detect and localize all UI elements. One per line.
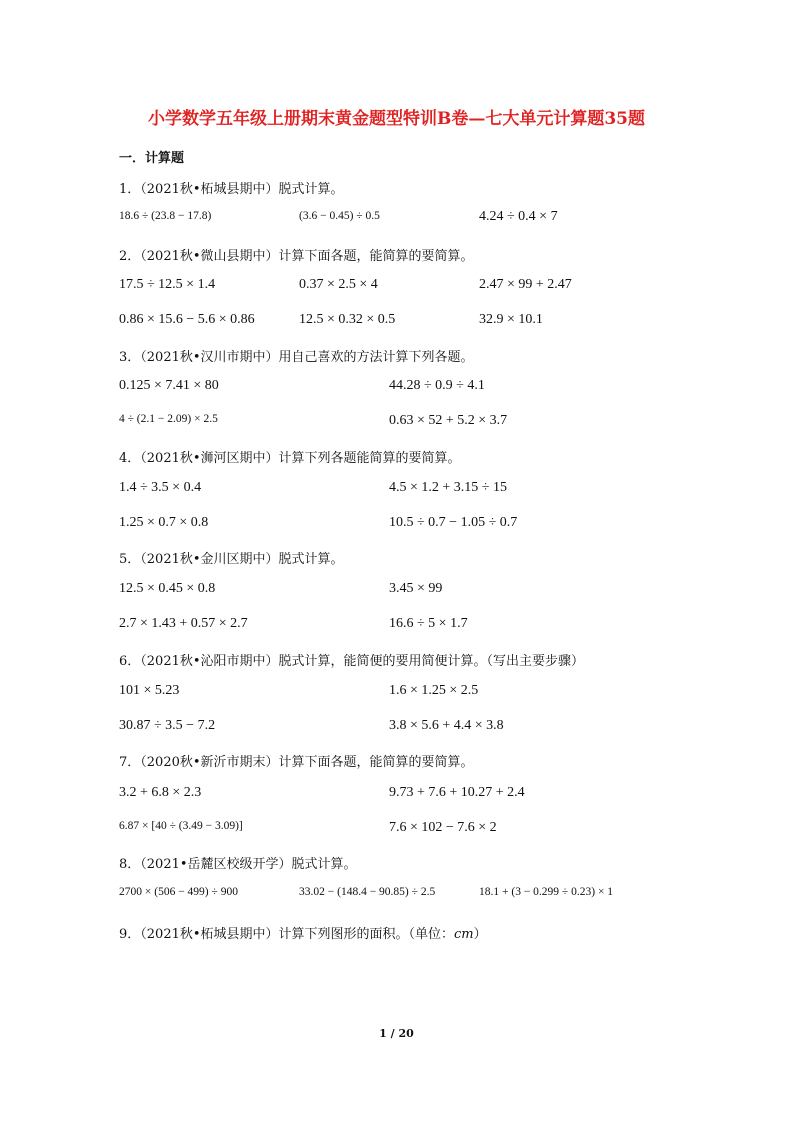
q3-expr-1: 0.125 × 7.41 × 80 — [119, 378, 219, 393]
question-9-unit: cm — [454, 927, 474, 942]
q7-expr-3: 6.87 × [40 ÷ (3.49 − 3.09)] — [119, 820, 243, 832]
question-4-label: 4．（2021秋•浉河区期中）计算下列各题能简算的要简算。 — [119, 451, 461, 466]
question-5-label: 5．（2021秋•金川区期中）脱式计算。 — [119, 552, 344, 567]
question-7-label: 7．（2020秋•新沂市期末）计算下面各题，能简算的要简算。 — [119, 755, 474, 770]
q6-expr-4: 3.8 × 5.6 + 4.4 × 3.8 — [389, 718, 504, 733]
q1-expr-1: 18.6 ÷ (23.8 − 17.8) — [119, 210, 212, 222]
q1-expr-3: 4.24 ÷ 0.4 × 7 — [479, 209, 558, 224]
q6-expr-2: 1.6 × 1.25 × 2.5 — [389, 683, 479, 698]
question-2-label: 2．（2021秋•微山县期中）计算下面各题，能简算的要简算。 — [119, 249, 474, 264]
question-6-label: 6．（2021秋•沁阳市期中）脱式计算，能简便的要用简便计算。（写出主要步骤） — [119, 654, 585, 669]
q8-expr-1: 2700 × (506 − 499) ÷ 900 — [119, 886, 238, 898]
q2-expr-4: 0.86 × 15.6 − 5.6 × 0.86 — [119, 312, 255, 327]
q8-expr-3: 18.1 + (3 − 0.299 ÷ 0.23) × 1 — [479, 886, 614, 898]
question-9-close: ） — [473, 927, 487, 942]
q3-expr-3: 4 ÷ (2.1 − 2.09) × 2.5 — [119, 413, 218, 425]
q4-expr-3: 1.25 × 0.7 × 0.8 — [119, 515, 209, 530]
q1-expr-2: (3.6 − 0.45) ÷ 0.5 — [299, 210, 380, 222]
q8-expr-2: 33.02 − (148.4 − 90.85) ÷ 2.5 — [299, 886, 436, 898]
q7-expr-4: 7.6 × 102 − 7.6 × 2 — [389, 820, 497, 835]
q2-expr-6: 32.9 × 10.1 — [479, 312, 543, 327]
page-title: 小学数学五年级上册期末黄金题型特训B卷—七大单元计算题35题 — [147, 109, 646, 129]
q2-expr-2: 0.37 × 2.5 × 4 — [299, 277, 378, 292]
question-3-label: 3．（2021秋•汉川市期中）用自己喜欢的方法计算下列各题。 — [119, 350, 474, 365]
q2-expr-5: 12.5 × 0.32 × 0.5 — [299, 312, 396, 327]
q5-expr-4: 16.6 ÷ 5 × 1.7 — [389, 616, 468, 631]
q6-expr-1: 101 × 5.23 — [119, 683, 180, 698]
question-1-label: 1．（2021秋•柘城县期中）脱式计算。 — [119, 182, 344, 197]
q7-expr-2: 9.73 + 7.6 + 10.27 + 2.4 — [389, 785, 525, 800]
q4-expr-1: 1.4 ÷ 3.5 × 0.4 — [119, 480, 202, 495]
q2-expr-3: 2.47 × 99 + 2.47 — [479, 277, 572, 292]
page-number: 1 / 20 — [379, 1027, 414, 1040]
question-8-label: 8．（2021•岳麓区校级开学）脱式计算。 — [119, 857, 357, 872]
q2-expr-1: 17.5 ÷ 12.5 × 1.4 — [119, 277, 216, 292]
q6-expr-3: 30.87 ÷ 3.5 − 7.2 — [119, 718, 216, 733]
q5-expr-3: 2.7 × 1.43 + 0.57 × 2.7 — [119, 616, 248, 631]
q3-expr-2: 44.28 ÷ 0.9 ÷ 4.1 — [389, 378, 485, 393]
section-heading: 一．计算题 — [119, 151, 185, 166]
question-9-label — [119, 923, 487, 942]
question-9-text: 9．（2021秋•柘城县期中）计算下列图形的面积。（单位： — [119, 927, 455, 942]
q5-expr-1: 12.5 × 0.45 × 0.8 — [119, 581, 216, 596]
q5-expr-2: 3.45 × 99 — [389, 581, 443, 596]
q4-expr-2: 4.5 × 1.2 + 3.15 ÷ 15 — [389, 480, 507, 495]
q3-expr-4: 0.63 × 52 + 5.2 × 3.7 — [389, 413, 508, 428]
q7-expr-1: 3.2 + 6.8 × 2.3 — [119, 785, 202, 800]
q4-expr-4: 10.5 ÷ 0.7 − 1.05 ÷ 0.7 — [389, 515, 518, 530]
